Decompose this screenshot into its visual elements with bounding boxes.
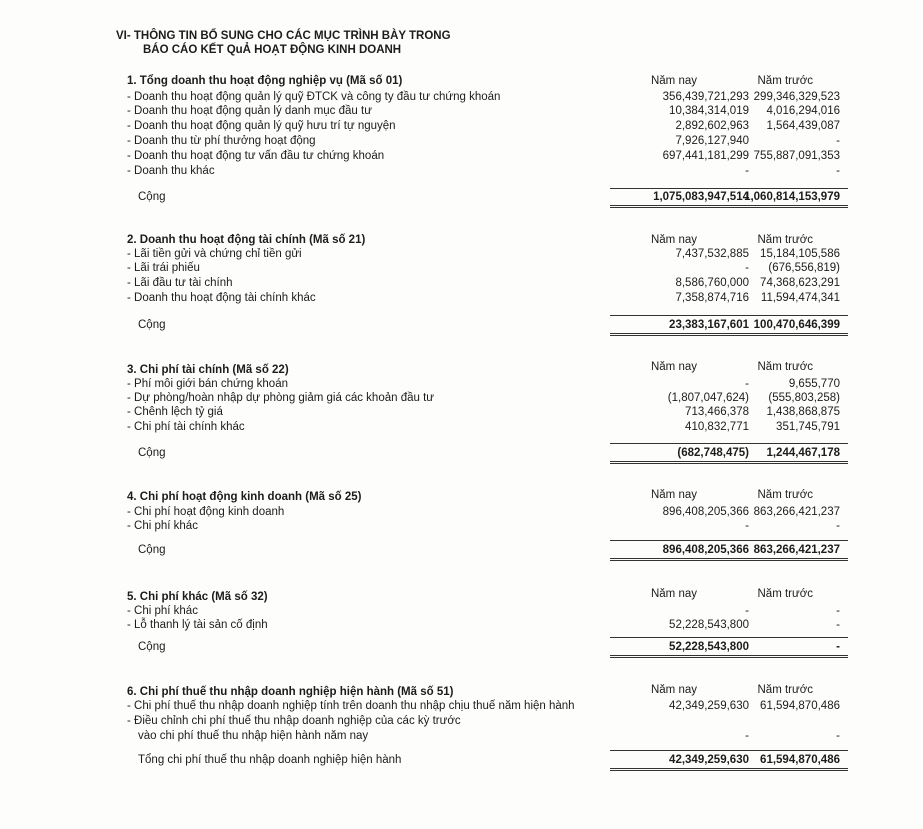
line-item-label: - Chi phí thuế thu nhập doanh nghiệp tính trên doanh thu nhập chịu thuế năm hiện hành xyxy=(127,700,575,712)
total-label: Cộng xyxy=(138,319,166,331)
total-double-rule xyxy=(610,655,848,658)
line-item-label: - Chi phí khác xyxy=(127,520,198,532)
section-title: 4. Chi phí hoạt động kinh doanh (Mã số 25) xyxy=(127,491,362,503)
column-header-prior-year: Năm trước xyxy=(757,588,813,600)
line-item-row xyxy=(0,604,923,618)
line-item-label: - Doanh thu khác xyxy=(127,165,215,177)
total-prior-year: - xyxy=(836,641,840,653)
line-item-prior-year: 4,016,294,016 xyxy=(766,105,840,117)
line-item-label: - Dự phòng/hoàn nhập dự phòng giảm giá các khoản đầu tư xyxy=(127,392,434,404)
column-header-current-year: Năm nay xyxy=(650,588,697,600)
total-prior-year: 100,470,646,399 xyxy=(753,319,840,331)
line-item-label: - Chi phí khác xyxy=(127,605,198,617)
line-item-current-year: - xyxy=(745,378,749,390)
column-header-prior-year: Năm trước xyxy=(757,684,813,696)
line-item-current-year: 410,832,771 xyxy=(685,421,749,433)
line-item-current-year: 896,408,205,366 xyxy=(662,506,749,518)
column-header-prior-year: Năm trước xyxy=(757,489,813,501)
line-item-row xyxy=(0,149,923,163)
line-item-label: - Lãi đầu tư tài chính xyxy=(127,277,233,289)
line-item-prior-year: 299,346,329,523 xyxy=(753,91,840,103)
line-item-prior-year: - xyxy=(836,605,840,617)
total-prior-year: 61,594,870,486 xyxy=(760,754,840,766)
line-item-row xyxy=(0,276,923,290)
line-item-label: - Lỗ thanh lý tài sản cố định xyxy=(127,619,268,631)
column-header-row xyxy=(0,233,923,247)
total-double-rule xyxy=(610,558,848,561)
total-prior-year: 863,266,421,237 xyxy=(753,544,840,556)
line-item-current-year: (1,807,047,624) xyxy=(667,392,749,404)
column-header-prior-year: Năm trước xyxy=(757,234,813,246)
line-item-row xyxy=(0,104,923,118)
total-rule xyxy=(610,188,848,189)
line-item-prior-year: 863,266,421,237 xyxy=(753,506,840,518)
total-label: Cộng xyxy=(138,447,166,459)
line-item-current-year: 2,892,602,963 xyxy=(675,120,749,132)
column-header-row xyxy=(0,488,923,502)
total-current-year: 42,349,259,630 xyxy=(669,754,749,766)
line-item-label: - Doanh thu hoạt động quản lý quỹ hưu trí tự nguyện xyxy=(127,120,396,132)
line-item-current-year: - xyxy=(745,520,749,532)
line-item-label: - Doanh thu hoạt động quản lý danh mục đầu tư xyxy=(127,105,372,117)
total-double-rule xyxy=(610,333,848,336)
line-item-label: - Lãi trái phiếu xyxy=(127,262,200,274)
section-title: 2. Doanh thu hoạt động tài chính (Mã số 21) xyxy=(127,234,366,246)
line-item-prior-year: 1,438,868,875 xyxy=(766,406,840,418)
line-item-label: - Phí môi giới bán chứng khoán xyxy=(127,378,288,390)
heading-line-2: BÁO CÁO KẾT QuẢ HOẠT ĐỘNG KINH DOANH xyxy=(143,44,402,56)
total-rule xyxy=(610,637,848,638)
column-header-current-year: Năm nay xyxy=(650,489,697,501)
line-item-row xyxy=(0,119,923,133)
line-item-current-year: 7,358,874,716 xyxy=(675,292,749,304)
line-item-label: - Điều chỉnh chi phí thuế thu nhập doanh nghiệp của các kỳ trước xyxy=(127,715,461,727)
total-current-year: 23,383,167,601 xyxy=(669,319,749,331)
line-item-current-year: 713,466,378 xyxy=(685,406,749,418)
line-item-row xyxy=(0,714,923,728)
line-item-current-year: 7,437,532,885 xyxy=(675,248,749,260)
line-item-row xyxy=(0,291,923,305)
line-item-row xyxy=(0,505,923,519)
line-item-row xyxy=(0,729,923,743)
total-current-year: (682,748,475) xyxy=(677,447,749,459)
line-item-prior-year: 351,745,791 xyxy=(776,421,840,433)
line-item-prior-year: - xyxy=(836,730,840,742)
line-item-prior-year: 1,564,439,087 xyxy=(766,120,840,132)
total-prior-year: 1,060,814,153,979 xyxy=(744,191,840,203)
line-item-prior-year: (555,803,258) xyxy=(768,392,840,404)
line-item-prior-year: 755,887,091,353 xyxy=(753,150,840,162)
column-header-row xyxy=(0,587,923,601)
line-item-current-year: 8,586,760,000 xyxy=(675,277,749,289)
total-rule xyxy=(610,443,848,444)
total-rule xyxy=(610,315,848,316)
line-item-prior-year: 74,368,623,291 xyxy=(760,277,840,289)
line-item-label: - Lãi tiền gửi và chứng chỉ tiền gửi xyxy=(127,248,302,260)
line-item-prior-year: - xyxy=(836,165,840,177)
line-item-label: - Doanh thu hoạt động quản lý quỹ ĐTCK và công ty đầu tư chứng khoán xyxy=(127,91,501,103)
line-item-label: - Doanh thu hoạt động tài chính khác xyxy=(127,292,316,304)
total-row xyxy=(0,543,923,557)
total-row xyxy=(0,190,923,204)
heading-line-1: VI- THÔNG TIN BỔ SUNG CHO CÁC MỤC TRÌNH BÀY TRONG xyxy=(116,30,451,42)
line-item-row xyxy=(0,391,923,405)
column-header-row xyxy=(0,74,923,88)
section-title: 6. Chi phí thuế thu nhập doanh nghiệp hiện hành (Mã số 51) xyxy=(127,686,454,698)
column-header-current-year: Năm nay xyxy=(650,361,697,373)
line-item-row xyxy=(0,261,923,275)
line-item-prior-year: - xyxy=(836,619,840,631)
total-label: Cộng xyxy=(138,191,166,203)
section-title: 1. Tổng doanh thu hoạt động nghiệp vụ (Mã số 01) xyxy=(127,75,403,87)
total-row xyxy=(0,753,923,767)
line-item-current-year: - xyxy=(745,262,749,274)
line-item-current-year: 42,349,259,630 xyxy=(669,700,749,712)
column-header-row xyxy=(0,360,923,374)
column-header-current-year: Năm nay xyxy=(650,75,697,87)
line-item-current-year: 7,926,127,940 xyxy=(675,135,749,147)
line-item-label: - Doanh thu từ phí thưởng hoạt động xyxy=(127,135,316,147)
line-item-label: - Doanh thu hoạt động tư vấn đầu tư chứng khoán xyxy=(127,150,385,162)
line-item-row xyxy=(0,377,923,391)
line-item-current-year: 697,441,181,299 xyxy=(662,150,749,162)
line-item-label: vào chi phí thuế thu nhập hiện hành năm nay xyxy=(138,730,369,742)
line-item-row xyxy=(0,134,923,148)
line-item-prior-year: 9,655,770 xyxy=(788,378,840,390)
line-item-row xyxy=(0,247,923,261)
line-item-prior-year: - xyxy=(836,135,840,147)
total-current-year: 1,075,083,947,514 xyxy=(653,191,749,203)
line-item-current-year: 10,384,314,019 xyxy=(669,105,749,117)
total-row xyxy=(0,318,923,332)
line-item-prior-year: 15,184,105,586 xyxy=(760,248,840,260)
total-label: Cộng xyxy=(138,641,166,653)
total-current-year: 896,408,205,366 xyxy=(662,544,749,556)
line-item-prior-year: (676,556,819) xyxy=(768,262,840,274)
total-double-rule xyxy=(610,768,848,771)
total-prior-year: 1,244,467,178 xyxy=(766,447,840,459)
line-item-current-year: 52,228,543,800 xyxy=(669,619,749,631)
line-item-row xyxy=(0,405,923,419)
line-item-prior-year: 11,594,474,341 xyxy=(760,292,840,304)
column-header-current-year: Năm nay xyxy=(650,234,697,246)
line-item-label: - Chi phí hoạt động kinh doanh xyxy=(127,506,285,518)
line-item-row xyxy=(0,420,923,434)
line-item-prior-year: - xyxy=(836,520,840,532)
column-header-prior-year: Năm trước xyxy=(757,361,813,373)
line-item-label: - Chênh lệch tỷ giá xyxy=(127,406,223,418)
line-item-current-year: 356,439,721,293 xyxy=(662,91,749,103)
column-header-current-year: Năm nay xyxy=(650,684,697,696)
line-item-row xyxy=(0,90,923,104)
section-title: 3. Chi phí tài chính (Mã số 22) xyxy=(127,364,289,376)
column-header-row xyxy=(0,683,923,697)
line-item-prior-year: 61,594,870,486 xyxy=(760,700,840,712)
column-header-prior-year: Năm trước xyxy=(757,75,813,87)
line-item-row xyxy=(0,699,923,713)
line-item-current-year: - xyxy=(745,605,749,617)
total-double-rule xyxy=(610,205,848,208)
line-item-row xyxy=(0,519,923,533)
total-rule xyxy=(610,540,848,541)
line-item-label: - Chi phí tài chính khác xyxy=(127,421,245,433)
total-current-year: 52,228,543,800 xyxy=(669,641,749,653)
total-label: Cộng xyxy=(138,544,166,556)
section-title: 5. Chi phí khác (Mã số 32) xyxy=(127,591,268,603)
line-item-row xyxy=(0,164,923,178)
total-double-rule xyxy=(610,461,848,464)
line-item-current-year: - xyxy=(745,165,749,177)
total-label: Tổng chi phí thuế thu nhập doanh nghiệp hiện hành xyxy=(138,754,402,766)
total-row xyxy=(0,640,923,654)
line-item-current-year: - xyxy=(745,730,749,742)
line-item-row xyxy=(0,618,923,632)
total-row xyxy=(0,446,923,460)
total-rule xyxy=(610,750,848,751)
